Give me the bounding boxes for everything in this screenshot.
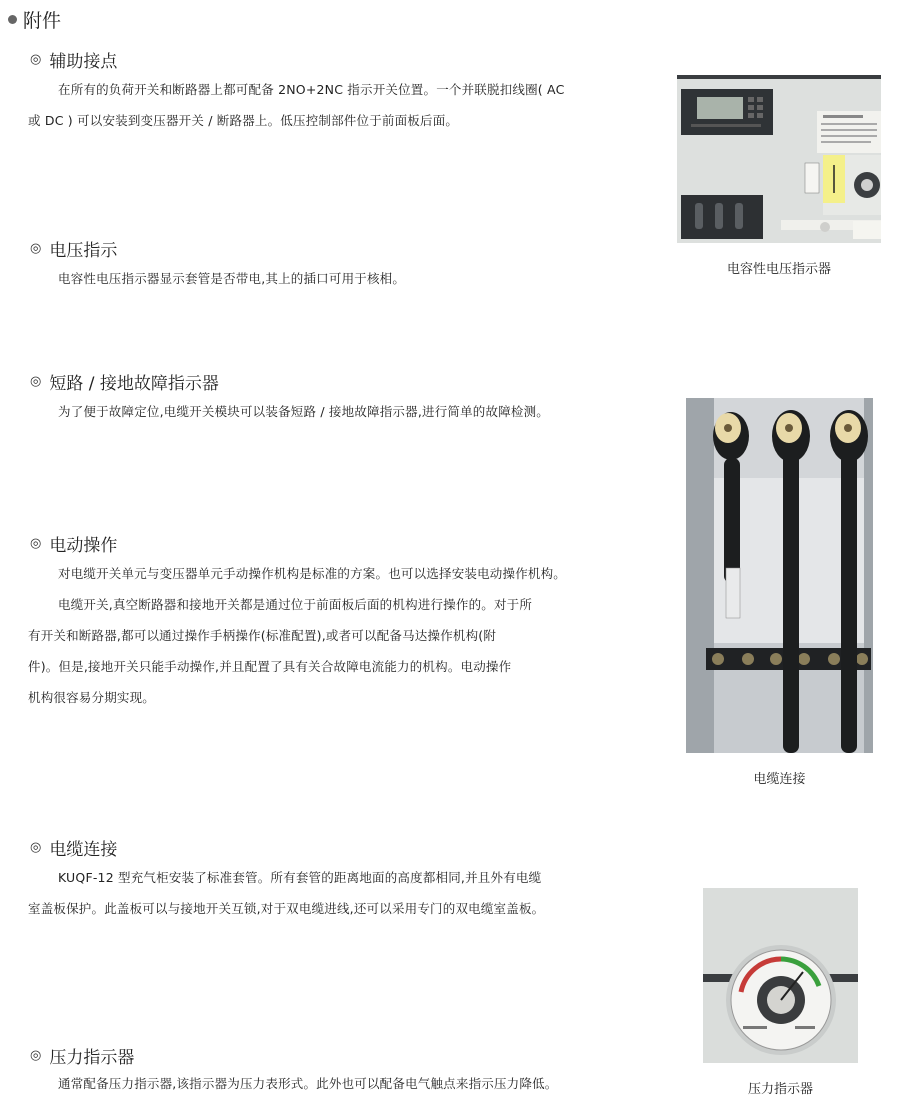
photo-caption: 电缆连接 bbox=[753, 772, 806, 787]
cable-connection-photo bbox=[686, 398, 873, 753]
pressure-gauge-photo bbox=[703, 888, 858, 1063]
section-text: 为了便于故障定位,电缆开关模块可以装备短路 / 接地故障指示器,进行简单的故障检测。 bbox=[58, 404, 550, 419]
voltage-indicator-photo bbox=[677, 75, 881, 243]
section-text: 对电缆开关单元与变压器单元手动操作机构是标准的方案。也可以选择安装电动操作机构。 bbox=[58, 566, 567, 581]
section-text: 电容性电压指示器显示套管是否带电,其上的插口可用于核相。 bbox=[58, 271, 406, 286]
section-heading: 压力指示器 bbox=[49, 1047, 135, 1068]
section-text: 件)。但是,接地开关只能手动操作,并且配置了具有关合故障电流能力的机构。电动操作 bbox=[28, 659, 512, 674]
section-cable-connection bbox=[30, 836, 610, 924]
section-voltage-indication bbox=[30, 237, 610, 294]
photo-caption: 电容性电压指示器 bbox=[726, 262, 831, 277]
section-text: 机构很容易分期实现。 bbox=[28, 690, 156, 705]
circle-bullet-icon: ◎ bbox=[30, 1047, 42, 1063]
section-text: 通常配备压力指示器,该指示器为压力表形式。此外也可以配备电气触点来指示压力降低。 bbox=[58, 1076, 558, 1091]
section-heading: 电动操作 bbox=[49, 535, 118, 556]
circle-bullet-icon: ◎ bbox=[30, 535, 42, 551]
section-text: 在所有的负荷开关和断路器上都可配备 2NO+2NC 指示开关位置。一个并联脱扣线圈( AC bbox=[58, 82, 565, 97]
section-pressure-indicator bbox=[30, 1044, 610, 1099]
section-heading: 电压指示 bbox=[49, 240, 118, 261]
section-heading: 电缆连接 bbox=[49, 839, 118, 860]
section-text: 有开关和断路器,都可以通过操作手柄操作(标准配置),或者可以配备马达操作机构(附 bbox=[28, 628, 497, 643]
section-fault-indicator bbox=[30, 370, 610, 427]
section-heading: 辅助接点 bbox=[49, 51, 118, 72]
section-text: 室盖板保护。此盖板可以与接地开关互锁,对于双电缆进线,还可以采用专门的双电缆室盖板。 bbox=[28, 901, 545, 916]
section-heading: 短路 / 接地故障指示器 bbox=[49, 373, 219, 394]
title-dot-icon bbox=[8, 15, 17, 24]
section-text: 电缆开关,真空断路器和接地开关都是通过位于前面板后面的机构进行操作的。对于所 bbox=[58, 597, 533, 612]
circle-bullet-icon: ◎ bbox=[30, 51, 42, 67]
circle-bullet-icon: ◎ bbox=[30, 839, 42, 855]
circle-bullet-icon: ◎ bbox=[30, 373, 42, 389]
page-title-text: 附件 bbox=[23, 10, 62, 32]
section-text: KUQF-12 型充气柜安装了标准套管。所有套管的距离地面的高度都相同,并且外有电缆 bbox=[58, 870, 542, 885]
photo-caption: 压力指示器 bbox=[747, 1082, 813, 1097]
page-title bbox=[8, 6, 61, 33]
circle-bullet-icon: ◎ bbox=[30, 240, 42, 256]
section-auxiliary-contacts bbox=[30, 48, 610, 136]
section-motor-operation bbox=[30, 532, 610, 713]
section-text: 或 DC ) 可以安装到变压器开关 / 断路器上。低压控制部件位于前面板后面。 bbox=[28, 113, 459, 128]
